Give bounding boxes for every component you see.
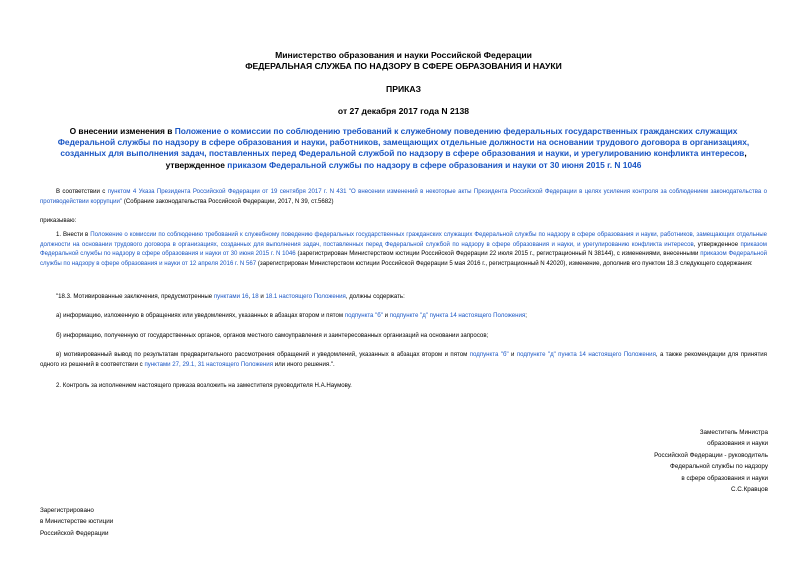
registration-line: Российской Федерации <box>40 529 109 537</box>
preamble-text-1: В соответствии с <box>56 188 108 195</box>
service-name: ФЕДЕРАЛЬНАЯ СЛУЖБА ПО НАДЗОРУ В СФЕРЕ ОБРАЗОВАНИЯ И НАУКИ <box>245 61 562 71</box>
order-word: приказываю: <box>40 217 77 224</box>
p183-text-3: и <box>258 293 266 300</box>
pa-text-3: ; <box>525 312 527 319</box>
preamble-link-decree[interactable]: пунктом 4 Указа Президента Российской Федерации от 19 сентября 2017 г. N 431 "О внесении изменений в некоторые акты Президента Российской Федерации в целях усиления контроля за соблюдением законодательства о противодействии коррупции" <box>40 188 768 205</box>
signature-line: образования и науки <box>707 440 768 448</box>
signature-block <box>568 427 768 495</box>
document-date-number: от 27 декабря 2017 года N 2138 <box>337 106 470 116</box>
p183-text-1: "18.3. Мотивированные заключения, предусмотренные <box>56 293 214 300</box>
title-middle: , утвержденное <box>165 148 747 170</box>
pv-link-items-27-29-31[interactable]: пунктами 27, 29.1, 31 настоящего Положения <box>144 360 273 368</box>
document-type: ПРИКАЗ <box>386 84 421 94</box>
subitem-v-paragraph <box>40 350 767 369</box>
document-title <box>40 126 767 171</box>
item1-text-1: 1. Внести в <box>56 231 91 238</box>
pa-text-2: и <box>382 312 390 319</box>
p183-text-2: , <box>248 293 252 300</box>
item1-text-3: (зарегистрирован Министерством юстиции Российской Федерации 22 июля 2015 г., регистрационный N 38144), с изменениями, внесенными <box>295 250 701 258</box>
item1-text-4: (зарегистрирован Министерством юстиции Российской Федерации 5 мая 2016 г., регистрационный N 42020), изменение, дополнив его пунктом 18.3 следующего содержания: <box>256 259 753 267</box>
signature-line: в сфере образования и науки <box>681 474 768 482</box>
pv-text-1: в) мотивированный вывод по результатам предварительного рассмотрения обращений и уведомлений, указанных в абзацах втором и пятом <box>56 351 470 358</box>
p183-link-16[interactable]: пунктами 16 <box>213 293 249 300</box>
title-prefix: О внесении изменения в <box>69 126 175 136</box>
registration-line: Зарегистрировано <box>40 507 94 514</box>
p183-link-18[interactable]: 18 <box>251 293 259 300</box>
p183-link-18-1[interactable]: 18.1 настоящего Положения <box>265 293 346 300</box>
paragraph-18-3 <box>40 292 767 302</box>
item1-text-2: , утвержденное <box>693 240 741 248</box>
p183-text-4: , должны содержать: <box>345 293 405 300</box>
pv-link-subitem-d[interactable]: подпункте "д" пункта 14 настоящего Положения <box>516 351 656 358</box>
title-link-regulation[interactable]: Положение о комиссии по соблюдению требований к служебному поведению федеральных государственных гражданских служащих Федеральной службы по надзору в сфере образования и науки, работников, замещающих отдельные должности на основании трудового договора в организациях, созданных для выполнения задач, поставленных перед Федеральной службой по надзору в сфере образования и науки, и урегулированию конфликта интересов <box>57 126 750 159</box>
ministry-name: Министерство образования и науки Российской Федерации <box>275 50 532 60</box>
signature-line: Заместитель Министра <box>699 429 768 436</box>
registration-block <box>40 505 113 539</box>
pa-text-1: а) информацию, изложенную в обращениях или уведомлениях, указанных в абзацах втором и пятом <box>56 312 345 319</box>
pv-text-4: или иного решения.". <box>273 360 335 368</box>
pa-link-subitem-b[interactable]: подпункта "б" <box>344 312 383 319</box>
pv-text-3: , а также рекомендации для принятия одного из решений в соответствии с <box>40 351 767 368</box>
pv-link-subitem-b[interactable]: подпункта "б" <box>469 351 509 358</box>
signature-name: С.С.Кравцов <box>731 486 768 494</box>
registration-line: в Министерстве юстиции <box>40 518 114 526</box>
item1-link-order-567[interactable]: приказом Федеральной службы по надзору в сфере образования и науки от 12 апреля 2016 г. N 567 <box>40 250 767 267</box>
subitem-a-paragraph <box>40 311 767 321</box>
item1-link-regulation[interactable]: Положение о комиссии по соблюдению требований к служебному поведению федеральных государственных гражданских служащих Федеральной службы по надзору в сфере образования и науки, работников, замещающих отдельные должности на основании трудового договора в организациях, созданных для выполнения задач, поставленных перед Федеральной службой по надзору в сфере образования и науки, и урегулированию конфликта интересов <box>40 231 768 248</box>
title-link-order[interactable]: приказом Федеральной службы по надзору в сфере образования и науки от 30 июня 2015 г. N 1046 <box>227 159 642 170</box>
signature-line: Федеральной службы по надзору <box>670 463 768 471</box>
item-1-paragraph <box>40 230 767 268</box>
subitem-b-paragraph: б) информацию, полученную от государственных органов, органов местного самоуправления и заинтересованных организаций на основании запросов; <box>56 332 489 339</box>
pa-link-subitem-d[interactable]: подпункте "д" пункта 14 настоящего Положения <box>389 312 526 319</box>
signature-line: Российской Федерации - руководитель <box>654 451 768 459</box>
preamble-text-2: (Собрание законодательства Российской Федерации, 2017, N 39, ст.5682) <box>122 197 334 205</box>
item1-link-order-1046[interactable]: приказом Федеральной службы по надзору в сфере образования и науки от 30 июня 2015 г. N 1046 <box>40 240 767 258</box>
preamble-paragraph <box>40 187 767 206</box>
item-2-paragraph: 2. Контроль за исполнением настоящего приказа возложить на заместителя руководителя Н.А.Наумову. <box>56 382 352 389</box>
pv-text-2: и <box>508 351 517 358</box>
